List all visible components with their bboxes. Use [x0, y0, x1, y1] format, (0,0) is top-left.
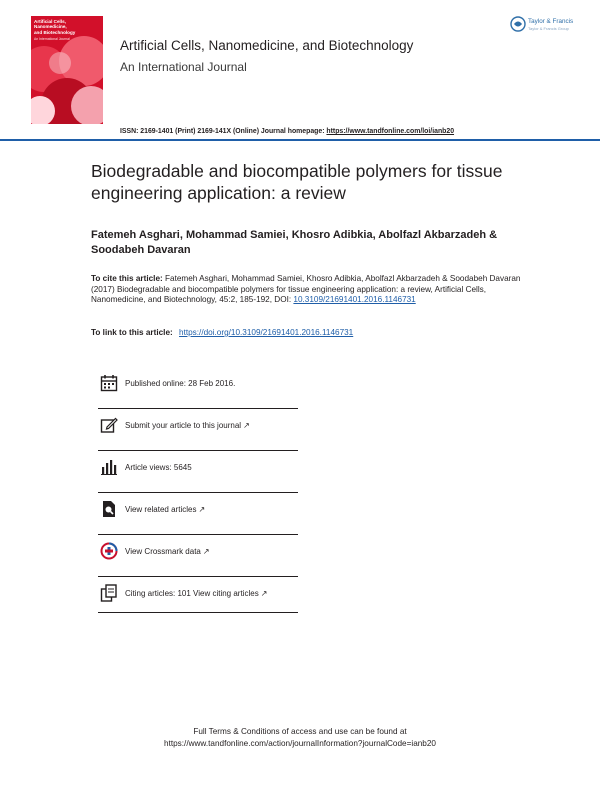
article-doi-url-link[interactable]: https://doi.org/10.3109/21691401.2016.1146731 [179, 328, 354, 337]
info-divider [98, 612, 298, 613]
article-title: Biodegradable and biocompatible polymers for tissue engineering application: a review [91, 161, 503, 203]
published-online-item [98, 374, 298, 394]
footer-journal-info-link[interactable]: https://www.tandfonline.com/action/journalInformation?journalCode=ianb20 [164, 739, 436, 748]
external-link-icon: ↗ [198, 505, 206, 514]
crossmark-icon [100, 542, 118, 560]
external-link-icon: ↗ [260, 589, 268, 598]
article-link-line [91, 328, 521, 337]
submit-article-item[interactable] [98, 416, 298, 436]
info-divider [98, 408, 298, 409]
citing-articles-item[interactable] [98, 584, 298, 604]
related-articles-link[interactable]: View related articles [125, 505, 197, 514]
publisher-logo-icon [510, 16, 526, 32]
publisher-logo [510, 15, 585, 39]
journal-title: Artificial Cells, Nanomedicine, and Biotechnology [120, 38, 414, 53]
cover-subtitle: An International Journal [34, 37, 70, 41]
article-authors: Fatemeh Asghari, Mohammad Samiei, Khosro Adibkia, Abolfazl Akbarzadeh & Soodabeh Davaran [91, 229, 498, 256]
submit-article-link[interactable]: Submit your article to this journal [125, 421, 242, 430]
external-link-icon: ↗ [202, 547, 210, 556]
cite-text: Fatemeh Asghari, Mohammad Samiei, Khosro Adibkia, Abolfazl Akbarzadeh & Soodabeh Davaran (2017) Biodegradable and biocompatible polymers for tissue engineering application: a review, Artificial Cells, Nanomedicine, and Biotechnology, 45:2, 185-192, DOI: [91, 274, 521, 305]
citation-block [91, 274, 521, 306]
citing-articles-icon [100, 584, 118, 602]
external-link-icon: ↗ [243, 421, 250, 430]
publisher-tagline: Taylor & Francis Group [528, 26, 569, 31]
journal-cover-image [31, 16, 103, 124]
footer-terms-text: Full Terms & Conditions of access and use can be found at [193, 727, 407, 736]
link-label: To link to this article: [91, 328, 173, 337]
issn-text: ISSN: 2169-1401 (Print) 2169-141X (Online) Journal homepage: [120, 128, 325, 135]
search-document-icon [100, 500, 118, 518]
journal-subtitle: An International Journal [120, 60, 247, 74]
citing-articles-link[interactable]: Citing articles: 101 View citing articles [125, 589, 259, 598]
edit-icon [100, 416, 118, 434]
info-divider [98, 492, 298, 493]
publisher-name: Taylor & Francis [528, 18, 574, 25]
published-online-text: Published online: 28 Feb 2016. [125, 379, 236, 388]
journal-homepage-link[interactable]: https://www.tandfonline.com/loi/ianb20 [326, 128, 455, 135]
crossmark-link[interactable]: View Crossmark data [125, 547, 201, 556]
cite-label: To cite this article: [91, 274, 163, 283]
doi-link[interactable]: 10.3109/21691401.2016.1146731 [293, 295, 416, 305]
header-divider [0, 139, 600, 141]
related-articles-item[interactable] [98, 500, 298, 520]
footer [0, 726, 600, 750]
crossmark-item[interactable] [98, 542, 298, 562]
info-divider [98, 576, 298, 577]
issn-line [120, 128, 454, 135]
info-divider [98, 534, 298, 535]
calendar-icon [100, 374, 118, 392]
article-views-text: Article views: 5645 [125, 463, 192, 472]
cover-title: Artificial Cells, Nanomedicine, and Biotechnology [34, 19, 76, 35]
article-views-item [98, 458, 298, 478]
bar-chart-icon [100, 458, 118, 476]
info-divider [98, 450, 298, 451]
